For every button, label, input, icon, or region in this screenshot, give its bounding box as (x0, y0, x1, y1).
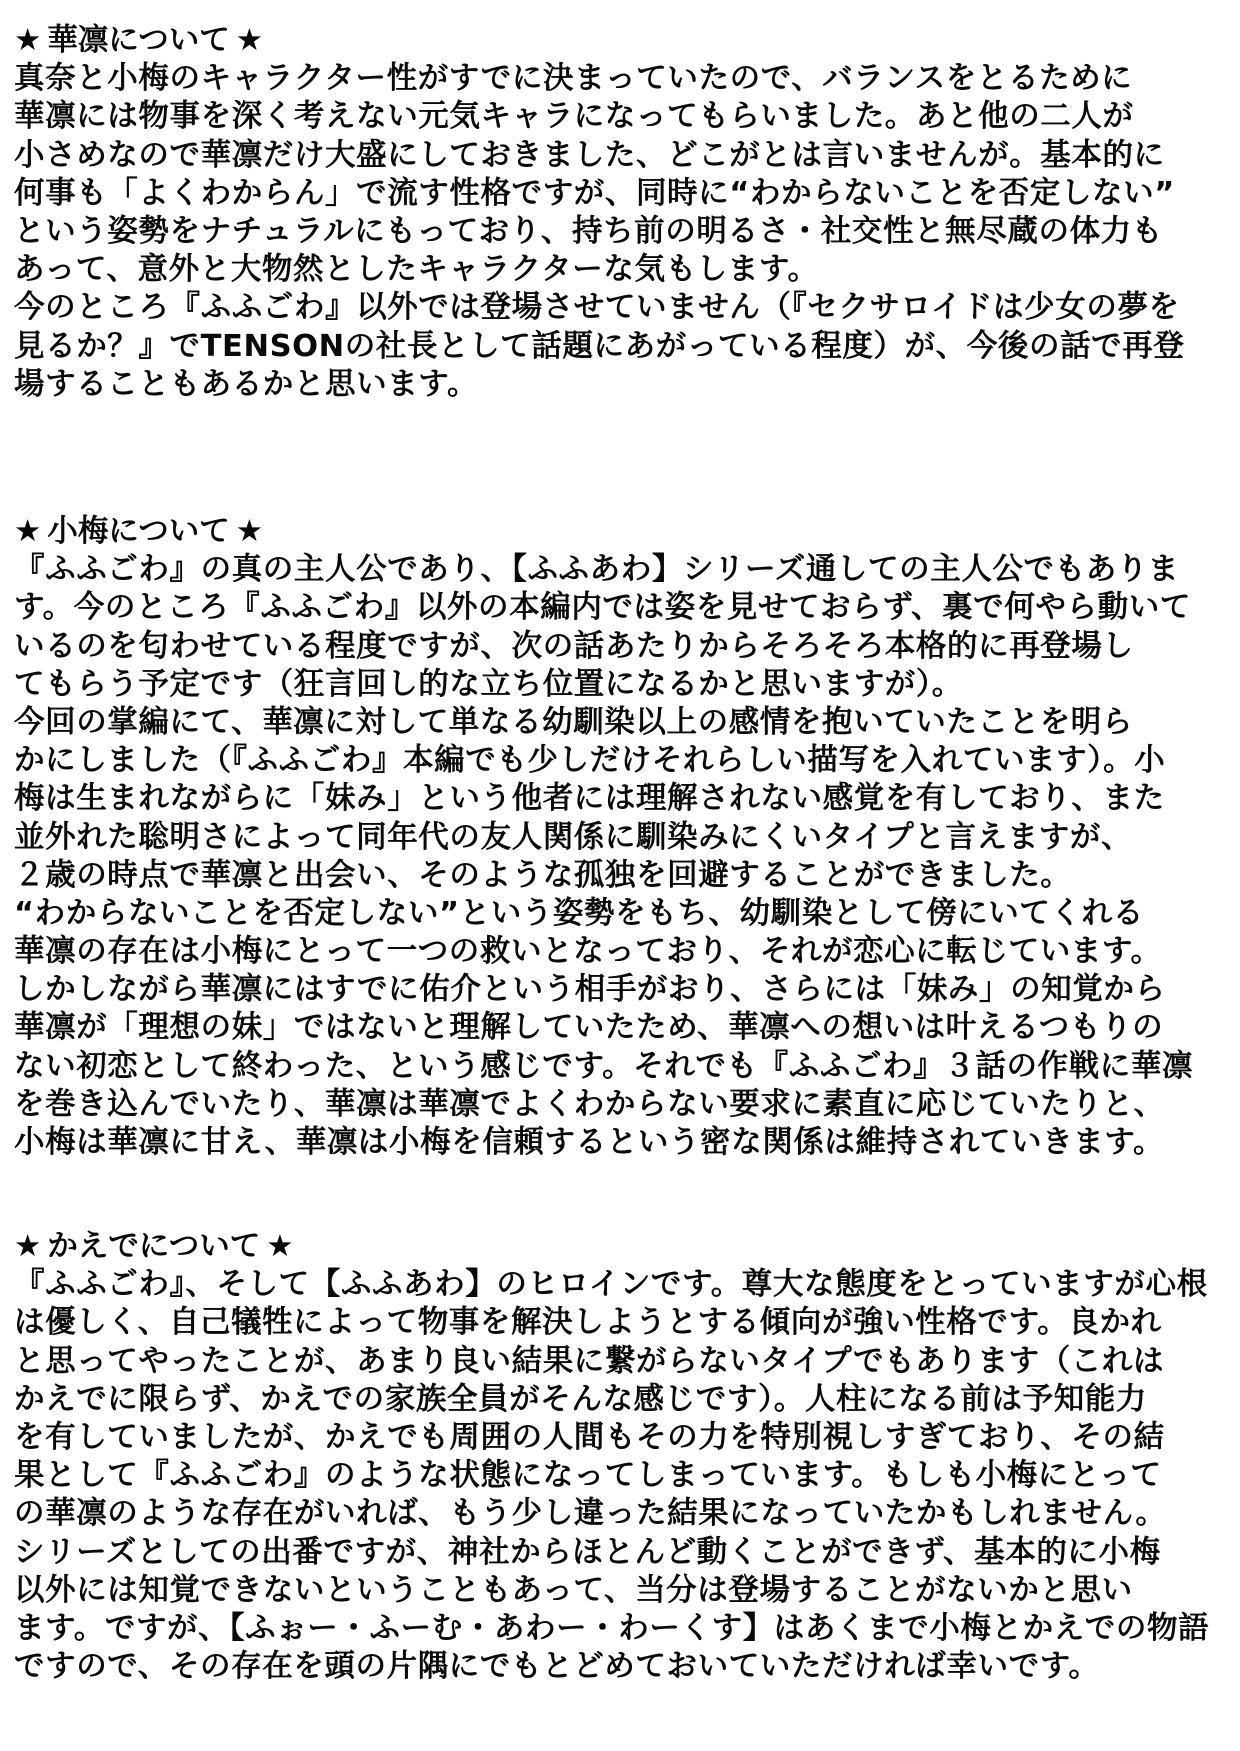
text-line: ます。ですが、【ふぉー・ふーむ・あわー・わーくす】はあくまで小梅とかえでの物語 (14, 1610, 1210, 1646)
text-line: の華凛のような存在がいれば、もう少し違った結果になっていたかもしれません。 (14, 1496, 1167, 1532)
text-line: 場することもあるかと思います。 (14, 366, 479, 402)
text-line: を巻き込んでいたり、華凛は華凛でよくわからない要求に素直に応じていたりと、 (14, 1086, 1165, 1122)
text-line: 『ふふごわ』、そして【ふふあわ】のヒロインです。尊大な態度をとっていますが心根 (14, 1267, 1208, 1303)
text-line: 華凛の存在は小梅にとって一つの救いとなっており、それが恋心に転じています。 (14, 934, 1162, 970)
text-line: シリーズとしての出番ですが、神社からほとんど動くことができず、基本的に小梅 (14, 1534, 1161, 1570)
text-line: しかしながら華凛にはすでに佑介という相手がおり、さらには「妹み」の知覚から (14, 972, 1166, 1008)
section-heading (14, 513, 1226, 551)
star-icon: ★ (266, 1229, 294, 1264)
text-line: は優しく、自己犠牲によって物事を解決しようとする傾向が強い性格です。良かれ (14, 1305, 1162, 1341)
text-line: ない初恋として終わった、という感じです。それでも『ふふごわ』３話の作戦に華凛 (14, 1048, 1194, 1084)
section-karin (14, 22, 1226, 404)
text-line: “わからないことを否定しない”という姿勢をもち、幼馴染として傍にいてくれる (14, 895, 1144, 931)
text-line: 何事も「よくわからん」で流す性格ですが、同時に“わからないことを否定しない” (14, 175, 1175, 211)
text-line: 見るか？』でTENSONの社長として話題にあがっている程度）が、今後の話で再登 (14, 328, 1185, 364)
text-line: す。今のところ『ふふごわ』以外の本編内では姿を見せておらず、裏で何やら動いて (14, 590, 1191, 626)
section-koume (14, 513, 1226, 1162)
text-line: 真奈と小梅のキャラクター性がすでに決まっていたので、バランスをとるために (14, 61, 1133, 97)
text-line: 果として『ふふごわ』のような状態になってしまっています。もしも小梅にとって (14, 1458, 1162, 1494)
text-line: 華凛には物事を深く考えない元気キャラになってもらいました。あと他の二人が (14, 99, 1134, 135)
text-line: 梅は生まれながらに「妹み」という他者には理解されない感覚を有しており、また (14, 781, 1165, 817)
star-icon: ★ (14, 23, 42, 58)
text-line: かえでに限らず、かえでの家族全員がそんな感じです）。人柱になる前は予知能力 (14, 1381, 1148, 1417)
star-icon: ★ (14, 514, 42, 549)
text-line: 華凛が「理想の妹」ではないと理解していたため、華凛への想いは叶えるつもりの (14, 1010, 1164, 1046)
text-line: あって、意外と大物然としたキャラクターな気もします。 (14, 252, 819, 288)
heading-text: 小梅について (47, 514, 230, 549)
text-line: 今のところ『ふふごわ』以外では登場させていません（『セクサロイドは少女の夢を (14, 290, 1180, 326)
text-line: 小梅は華凛に甘え、華凛は小梅を信頼するという密な関係は維持されていきます。 (14, 1125, 1165, 1160)
heading-text: かえでについて (47, 1229, 261, 1264)
text-line: いるのを匂わせている程度ですが、次の話あたりからそろそろ本格的に再登場し (14, 628, 1134, 664)
section-heading (14, 1228, 1226, 1266)
text-line: ２歳の時点で華凛と出会い、そのような孤独を回避することができました。 (14, 857, 1072, 893)
section-heading (14, 22, 1226, 60)
text-line: 今回の掌編にて、華凛に対して単なる幼馴染以上の感情を抱いていたことを明ら (14, 704, 1133, 740)
text-line: かにしました（『ふふごわ』本編でも少しだけそれらしい描写を入れています）。小 (14, 743, 1166, 779)
star-icon: ★ (235, 514, 264, 549)
heading-text: 華凛について (47, 23, 230, 58)
text-line: 『ふふごわ』の真の主人公であり、【ふふあわ】シリーズ通しての主人公でもありま (14, 552, 1180, 588)
text-line: 並外れた聡明さによって同年代の友人関係に馴染みにくいタイプと言えますが、 (14, 819, 1133, 855)
text-line: 小さめなので華凛だけ大盛にしておきました、どこがとは言いませんが。基本的に (14, 137, 1165, 173)
text-line: という姿勢をナチュラルにもっており、持ち前の明るさ・社交性と無尽蔵の体力も (14, 213, 1163, 249)
text-line: 以外には知覚できないということもあって、当分は登場することがないかと思い (14, 1572, 1133, 1608)
text-line: と思ってやったことが、あまり良い結果に繋がらないタイプでもあります（これは (14, 1343, 1165, 1379)
star-icon: ★ (235, 23, 264, 58)
section-kaede (14, 1228, 1226, 1686)
text-line: ですので、その存在を頭の片隅にでもとどめておいていただければ幸いです。 (14, 1649, 1100, 1685)
star-icon: ★ (14, 1229, 42, 1264)
text-line: を有していましたが、かえでも周囲の人間もその力を特別視しすぎており、その結 (14, 1419, 1165, 1455)
text-line: てもらう予定です（狂言回し的な立ち位置になるかと思いますが）。 (14, 666, 963, 702)
